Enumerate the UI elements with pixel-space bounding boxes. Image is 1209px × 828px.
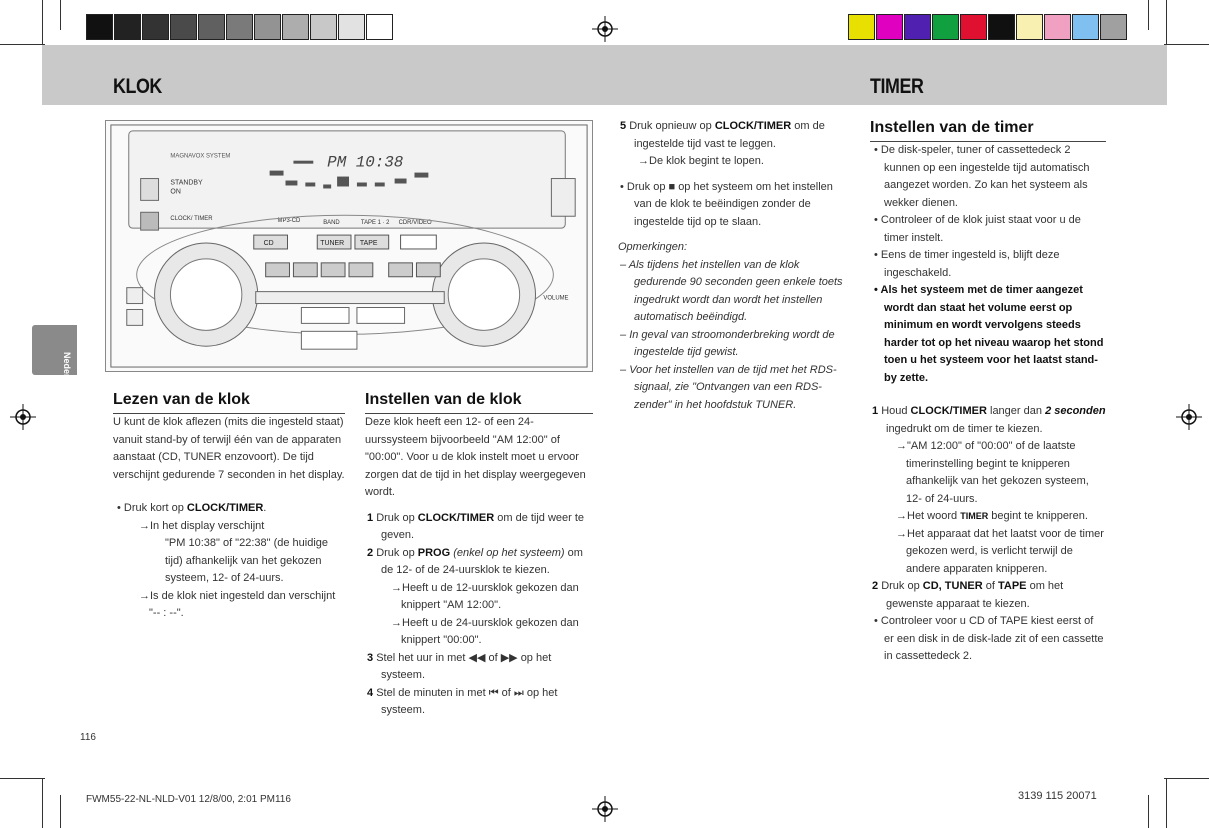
color-swatch xyxy=(904,14,931,40)
timer-step-1-arrow-2: →Het woord TIMER begint te knipperen. xyxy=(896,510,1088,522)
color-swatch xyxy=(114,14,141,40)
timer-bullet-5: • Controleer voor u CD of TAPE kiest eerst of er een disk in de disk-lade zit of een cassette in cassettedeck 2. xyxy=(874,615,1104,662)
on-label: ON xyxy=(170,188,181,196)
timer-bullet-1: • De disk-speler, tuner of cassettedeck 2 kunnen op een ingestelde tijd automatisch aangezet worden. Zo kan het systeem als wekker dienen. xyxy=(874,144,1090,209)
color-swatch xyxy=(848,14,875,40)
section-title-klok: KLOK xyxy=(113,75,162,98)
clock-timer-label: CLOCK/ TIMER xyxy=(170,216,213,223)
crop-mark xyxy=(60,795,61,828)
timer-bullet-2: • Controleer of de klok juist staat voor u de timer instelt. xyxy=(874,214,1081,244)
color-swatch xyxy=(1100,14,1127,40)
page-number: 116 xyxy=(80,732,96,743)
tape-label: TAPE 1 · 2 xyxy=(360,220,390,227)
crop-mark xyxy=(42,0,43,45)
color-swatch xyxy=(310,14,337,40)
color-swatch xyxy=(876,14,903,40)
timer-step-1-arrow-3: →Het apparaat dat het laatst voor de timer gekozen werd, is verlicht terwijl de andere apparaten knipperen. xyxy=(896,527,1104,575)
display-time: PM 10:38 xyxy=(327,153,404,172)
column-lezen-klok xyxy=(113,390,345,623)
color-swatch xyxy=(338,14,365,40)
button-tuner: TUNER xyxy=(320,240,345,248)
lezen-intro: U kunt de klok aflezen (mits die ingesteld staat) vanuit stand-by of terwijl één van de apparaten aanstaat (CD, TUNER enzovoort). De tijd verschijnt gedurende 7 seconden in het display. xyxy=(113,416,345,481)
crop-mark xyxy=(60,0,61,30)
color-swatch xyxy=(960,14,987,40)
color-swatch xyxy=(254,14,281,40)
mp3-label: MP3-CD xyxy=(277,218,301,225)
color-swatch xyxy=(366,14,393,40)
step-2-arrow-2: →Heeft u de 24-uursklok gekozen dan knippert "00:00". xyxy=(391,616,579,646)
lezen-bullet: • Druk kort op CLOCK/TIMER. xyxy=(117,502,267,514)
color-swatch xyxy=(1072,14,1099,40)
timer-bullet-4: • Als het systeem met de timer aangezet wordt dan staat het volume eerst op minimum en wordt vervolgens steeds harder tot op het niveau waarop het stond toen u het systeem voor het laatst stand-by zette. xyxy=(874,284,1104,384)
crop-mark xyxy=(1148,795,1149,828)
step-5: 5 Druk opnieuw op CLOCK/TIMER om de ingestelde tijd vast te leggen. xyxy=(620,120,825,150)
gray-swatch-bar xyxy=(86,14,394,40)
brand-label: MAGNAVOX SYSTEM xyxy=(170,153,231,160)
note-3: – Voor het instellen van de tijd met het RDS-signaal, zie "Ontvangen van een RDS-zender" in het hoofdstuk TUNER. xyxy=(620,363,837,411)
device-illustration xyxy=(105,120,593,372)
color-swatch xyxy=(1044,14,1071,40)
color-swatch xyxy=(1016,14,1043,40)
timer-step-1-arrow-1: →"AM 12:00" of "00:00" of de laatste timerinstelling begint te knipperen afhankelijk van het gekozen systeem, 12- of 24-uurs. xyxy=(896,440,1089,505)
timer-step-1: 1 Houd CLOCK/TIMER langer dan 2 seconden ingedrukt om de timer te kiezen. xyxy=(872,405,1106,435)
column-instellen-timer xyxy=(870,118,1106,666)
lezen-arrow-1: →In het display verschijnt xyxy=(139,519,265,532)
color-swatch xyxy=(198,14,225,40)
note-1: – Als tijdens het instellen van de klok gedurende 90 seconden geen enkele toets ingedrukt wordt dan wordt het instellen automatisch beëindigd. xyxy=(620,258,843,323)
band-label: BAND xyxy=(323,220,340,227)
color-swatch xyxy=(282,14,309,40)
timer-bullet-3: • Eens de timer ingesteld is, blijft deze ingeschakeld. xyxy=(874,249,1060,279)
registration-mark-icon xyxy=(592,16,618,42)
language-tab-label: Nederlands xyxy=(62,352,72,402)
crop-mark xyxy=(1164,44,1209,45)
color-swatch xyxy=(226,14,253,40)
step-3: 3 Stel het uur in met ◀◀ of ▶▶ op het systeem. xyxy=(367,651,552,681)
product-code: 3139 115 20071 xyxy=(1018,790,1097,802)
crop-mark xyxy=(1148,0,1149,30)
crop-mark xyxy=(42,778,43,828)
color-swatch xyxy=(170,14,197,40)
crop-mark xyxy=(0,778,45,779)
registration-mark-icon xyxy=(592,796,618,822)
crop-mark xyxy=(1166,0,1167,45)
stereo-system-drawing xyxy=(106,121,592,371)
button-cd: CD xyxy=(263,240,274,248)
file-info: FWM55-22-NL-NLD-V01 12/8/00, 2:01 PM116 xyxy=(86,794,291,805)
column-instellen-klok xyxy=(365,390,593,720)
language-tab xyxy=(32,325,77,402)
note-2: – In geval van stroomonderbreking wordt de ingestelde tijd gewist. xyxy=(620,328,835,358)
step-4: 4 Stel de minuten in met ⏮ of ⏭ op het systeem. xyxy=(367,686,558,716)
registration-mark-icon xyxy=(1176,404,1202,430)
crop-mark xyxy=(1164,778,1209,779)
section-title-timer: TIMER xyxy=(870,75,924,98)
button-tape: TAPE xyxy=(359,240,378,248)
color-swatch xyxy=(932,14,959,40)
step-5-arrow: →De klok begint te lopen. xyxy=(638,155,764,167)
color-swatch xyxy=(142,14,169,40)
standby-label: STANDBY xyxy=(170,179,203,187)
color-swatch xyxy=(988,14,1015,40)
crop-mark xyxy=(1166,778,1167,828)
notes-title: Opmerkingen: xyxy=(618,241,688,253)
color-swatch-bar xyxy=(848,14,1128,40)
stop-bullet: • Druk op ■ op het systeem om het instellen van de klok te beëindigen zonder de ingestelde tijd op te slaan. xyxy=(620,180,833,228)
heading-instellen-klok: Instellen van de klok xyxy=(365,390,593,414)
heading-instellen-timer: Instellen van de timer xyxy=(870,118,1106,142)
color-swatch xyxy=(86,14,113,40)
step-1: 1 Druk op CLOCK/TIMER om de tijd weer te geven. xyxy=(367,511,585,541)
lezen-arrow-1-cont: "PM 10:38" of "22:38" (de huidige tijd) afhankelijk van het gekozen systeem, 12- of 24-uurs. xyxy=(165,537,329,584)
timer-step-2: 2 Druk op CD, TUNER of TAPE om het gewenste apparaat te kiezen. xyxy=(872,580,1064,610)
registration-mark-icon xyxy=(10,404,36,430)
lezen-arrow-2: →Is de klok niet ingesteld dan verschijnt "-- : --". xyxy=(139,589,336,619)
step-2-arrow-1: →Heeft u de 12-uursklok gekozen dan knippert "AM 12:00". xyxy=(391,581,579,611)
heading-lezen-klok: Lezen van de klok xyxy=(113,390,345,414)
crop-mark xyxy=(0,44,45,45)
column-instellen-vervolg xyxy=(618,118,846,414)
step-2: 2 Druk op PROG (enkel op het systeem) om de 12- of de 24-uursklok te kiezen. xyxy=(367,546,583,576)
header-band xyxy=(42,45,1167,105)
volume-label: VOLUME xyxy=(543,295,569,302)
instellen-intro: Deze klok heeft een 12- of een 24-uurssysteem bijvoorbeeld "AM 12:00" of "00:00". Voor u de klok instelt moet u ervoor zorgen dat de tijd in het display weergegeven wordt. xyxy=(365,416,586,498)
cdr-label: CDR/VIDEO xyxy=(398,220,432,227)
